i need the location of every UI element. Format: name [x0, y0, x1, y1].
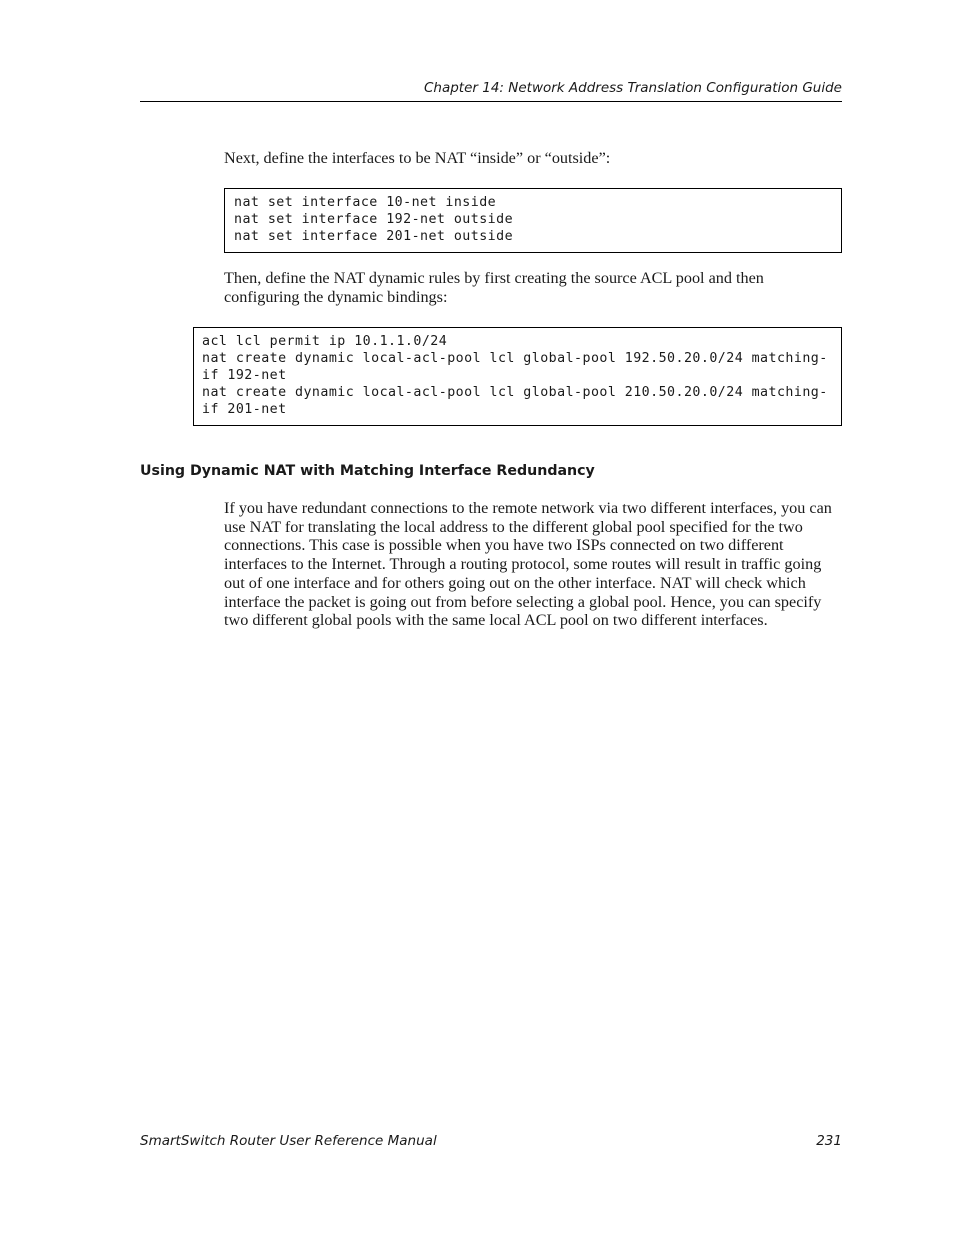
code-line: nat set interface 201-net outside — [234, 229, 514, 244]
interface-code-block — [224, 188, 842, 253]
page-number: 231 — [816, 1133, 842, 1149]
code-line: nat set interface 192-net outside — [234, 212, 514, 227]
code-line: acl lcl permit ip 10.1.1.0/24 — [202, 334, 448, 349]
running-header — [140, 78, 842, 102]
chapter-title: Chapter 14: Network Address Translation Configuration Guide — [423, 80, 842, 96]
footer-manual-title: SmartSwitch Router User Reference Manual — [140, 1133, 437, 1149]
code-line: nat set interface 10-net inside — [234, 195, 497, 210]
section-body-paragraph: If you have redundant connections to the remote network via two different interfaces, you can use NAT for translating the local address to the different global pool specified for the two connections. This case is possible when you have two ISPs connected on two different interfaces to the Internet. Through a routing protocol, some routes will result in traffic going out of one interface and for others going out on the other interface. NAT will check which interface the packet is going out from before selecting a global pool. Hence, you can specify two different global pools with the same local ACL pool on two different interfaces. — [224, 499, 832, 630]
dynamic-rules-paragraph: Then, define the NAT dynamic rules by first creating the source ACL pool and then configuring the dynamic bindings: — [224, 269, 764, 306]
code-line: if 201-net — [202, 402, 287, 417]
code-line: nat create dynamic local-acl-pool lcl global-pool 210.50.20.0/24 matching- — [202, 385, 828, 400]
code-line: if 192-net — [202, 368, 287, 383]
intro-paragraph: Next, define the interfaces to be NAT “inside” or “outside”: — [224, 149, 611, 167]
section-heading: Using Dynamic NAT with Matching Interface Redundancy — [140, 463, 595, 479]
dynamic-rules-code-block — [193, 327, 842, 426]
code-line: nat create dynamic local-acl-pool lcl global-pool 192.50.20.0/24 matching- — [202, 351, 828, 366]
